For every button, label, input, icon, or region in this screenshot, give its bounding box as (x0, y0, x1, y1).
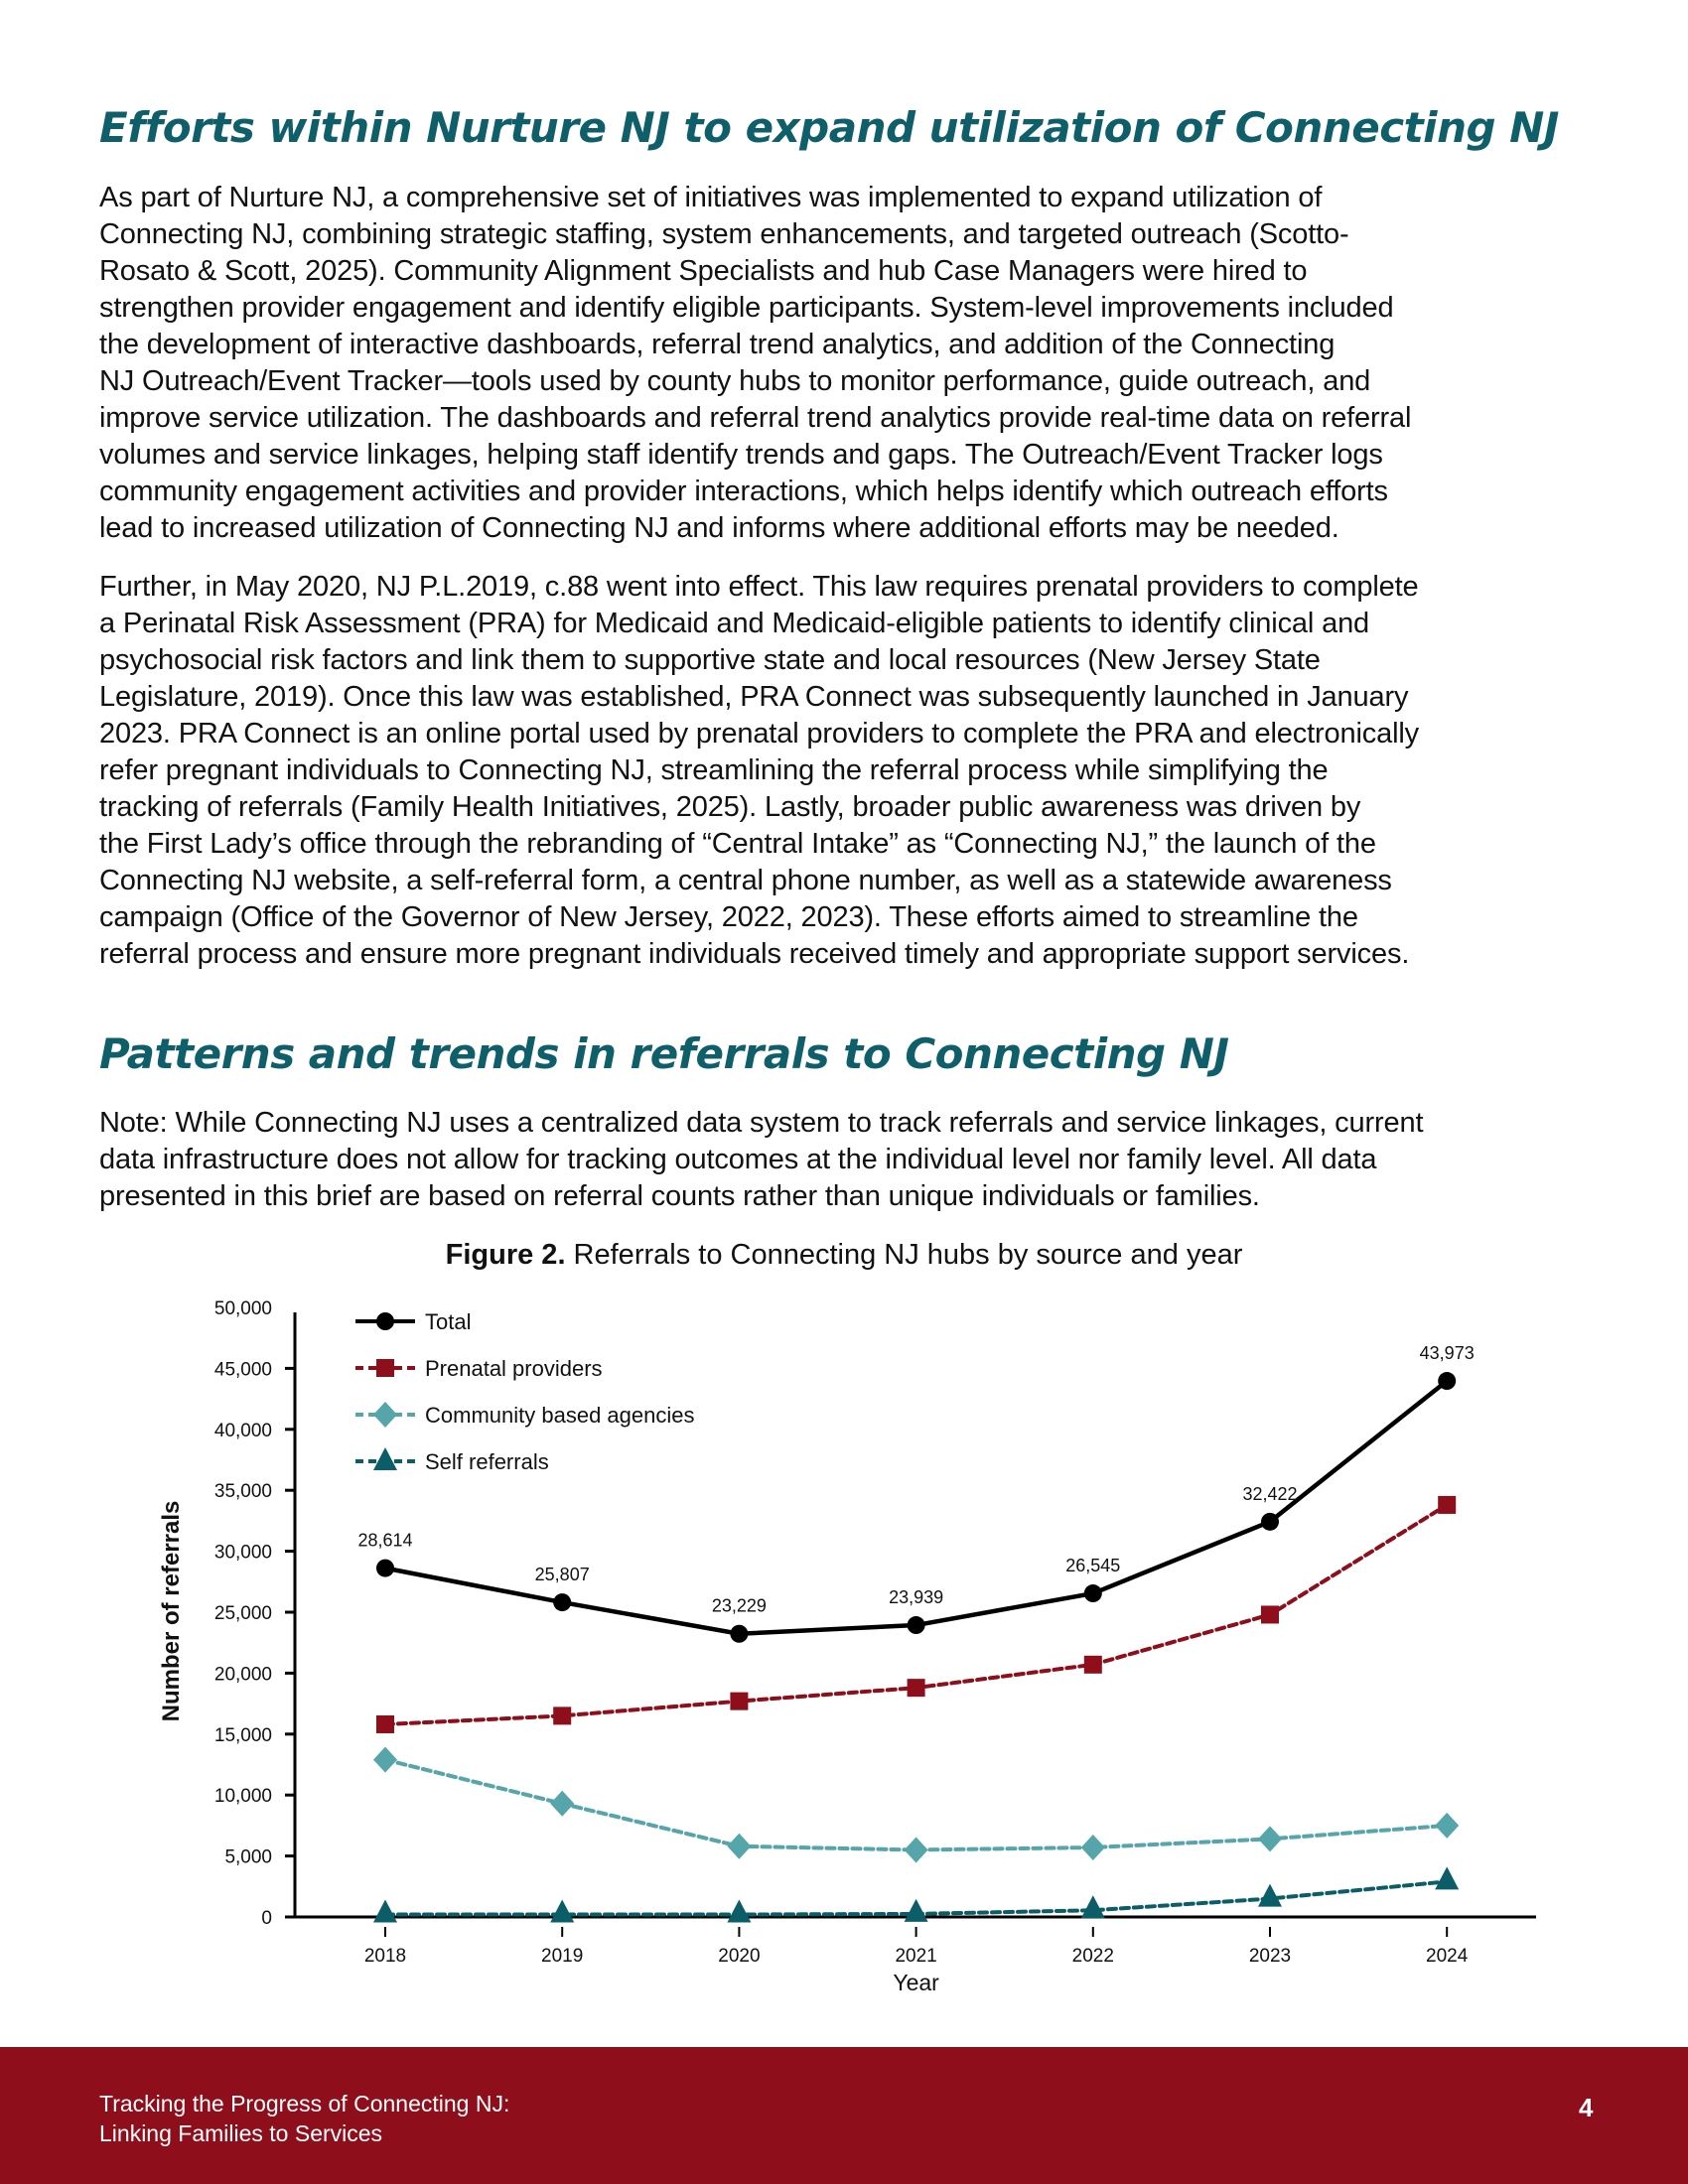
circle-marker (376, 1560, 394, 1577)
legend-item-self-referrals (355, 1447, 549, 1474)
legend-label: Community based agencies (425, 1403, 695, 1428)
series-self-referrals (373, 1866, 1459, 1922)
y-tick-label: 0 (261, 1908, 272, 1929)
text-line: referral process and ensure more pregnant individuals received timely and appropriate support services. (99, 938, 1410, 970)
section-heading-patterns: Patterns and trends in referrals to Connecting NJ (99, 1029, 1229, 1078)
triangle-icon (373, 1447, 397, 1470)
figure-label: Figure 2. (445, 1239, 566, 1271)
footer-title-line-2: Linking Families to Services (99, 2120, 383, 2146)
square-marker (730, 1693, 748, 1710)
triangle-marker (727, 1900, 751, 1923)
text-line: refer pregnant individuals to Connecting NJ, streamlining the referral process while simplifying the (99, 754, 1329, 786)
x-tick-label: 2018 (363, 1946, 407, 1967)
diamond-icon (373, 1402, 397, 1428)
x-tick-label: 2019 (541, 1946, 584, 1967)
diamond-marker (1258, 1826, 1282, 1851)
text-line: psychosocial risk factors and link them to supportive state and local resources (New Jersey State (99, 644, 1321, 676)
triangle-marker (1081, 1895, 1105, 1918)
circle-marker (908, 1616, 925, 1634)
y-tick-label: 5,000 (224, 1846, 272, 1868)
square-marker (553, 1706, 571, 1724)
data-label: 23,229 (711, 1595, 767, 1616)
square-marker (376, 1715, 394, 1733)
page-number: 4 (1579, 2093, 1594, 2122)
text-line: the First Lady’s office through the rebranding of “Central Intake” as “Connecting NJ,” the launch of the (99, 828, 1376, 860)
y-tick-label: 10,000 (213, 1786, 272, 1808)
diamond-marker (727, 1834, 751, 1859)
paragraph-nurture-nj-initiatives (99, 180, 1589, 547)
circle-marker (1438, 1372, 1456, 1390)
legend-item-prenatal-providers (355, 1356, 603, 1381)
text-line: Connecting NJ, combining strategic staffing, system enhancements, and targeted outreach (Scotto- (99, 218, 1349, 250)
figure-title (0, 1239, 1688, 1272)
data-label: 43,973 (1419, 1343, 1475, 1364)
text-line: Legislature, 2019). Once this law was established, PRA Connect was subsequently launched in January (99, 681, 1409, 713)
legend-item-total (355, 1309, 471, 1334)
diamond-marker (905, 1837, 928, 1862)
data-label: 32,422 (1242, 1483, 1298, 1504)
y-axis-title: Number of referrals (158, 1500, 185, 1722)
triangle-marker (1435, 1866, 1459, 1889)
square-marker (1438, 1496, 1456, 1514)
x-axis-title: Year (893, 1970, 939, 1995)
series-prenatal-providers (376, 1496, 1456, 1733)
series-line (385, 1760, 1447, 1850)
text-line: volumes and service linkages, helping staff identify trends and gaps. The Outreach/Event Tracker logs (99, 439, 1383, 471)
y-tick-label: 20,000 (213, 1664, 272, 1686)
circle-marker (553, 1593, 571, 1611)
square-icon (376, 1359, 394, 1377)
text-line: improve service utilization. The dashboards and referral trend analytics provide real-time data on referral (99, 402, 1412, 434)
legend-label: Self referrals (425, 1449, 549, 1474)
text-line: As part of Nurture NJ, a comprehensive set of initiatives was implemented to expand utilization of (99, 182, 1323, 213)
text-line: community engagement activities and provider interactions, which helps identify which outreach efforts (99, 476, 1388, 507)
y-tick-label: 35,000 (213, 1481, 272, 1503)
square-marker (1261, 1605, 1279, 1623)
y-tick-label: 40,000 (213, 1420, 272, 1441)
legend-label: Total (425, 1309, 472, 1334)
circle-icon (376, 1312, 394, 1330)
triangle-marker (1258, 1884, 1282, 1907)
x-tick-label: 2021 (895, 1946, 937, 1967)
text-line: Note: While Connecting NJ uses a centralized data system to track referrals and service linkages, current (99, 1107, 1424, 1139)
data-label: 23,939 (889, 1587, 944, 1608)
text-line: Rosato & Scott, 2025). Community Alignment Specialists and hub Case Managers were hired to (99, 255, 1308, 287)
circle-marker (1261, 1513, 1279, 1531)
y-tick-label: 50,000 (213, 1298, 272, 1319)
y-tick-label: 15,000 (213, 1724, 272, 1746)
text-line: the development of interactive dashboards, referral trend analytics, and addition of the Connecting (99, 329, 1336, 360)
legend-item-community-based-agencies (355, 1402, 694, 1428)
data-label: 25,807 (534, 1565, 590, 1585)
paragraph-pra-law (99, 569, 1589, 973)
legend-label: Prenatal providers (425, 1356, 603, 1381)
footer-title-line-1: Tracking the Progress of Connecting NJ: (99, 2091, 510, 2116)
triangle-marker (373, 1900, 397, 1923)
text-line: 2023. PRA Connect is an online portal used by prenatal providers to complete the PRA and electronically (99, 718, 1420, 750)
data-note (99, 1105, 1589, 1215)
footer-document-title (99, 2089, 509, 2148)
text-line: tracking of referrals (Family Health Initiatives, 2025). Lastly, broader public awareness was driven by (99, 791, 1361, 823)
x-tick-label: 2024 (1426, 1946, 1469, 1967)
text-line: strengthen provider engagement and identify eligible participants. System-level improvements included (99, 292, 1394, 324)
text-line: data infrastructure does not allow for tracking outcomes at the individual level nor family level. All data (99, 1144, 1377, 1175)
text-line: presented in this brief are based on referral counts rather than unique individuals or families. (99, 1180, 1260, 1212)
text-line: campaign (Office of the Governor of New Jersey, 2022, 2023). These efforts aimed to streamline the (99, 901, 1358, 933)
triangle-marker (550, 1900, 574, 1923)
x-tick-label: 2022 (1071, 1946, 1114, 1967)
diamond-marker (373, 1747, 397, 1773)
circle-marker (1084, 1584, 1102, 1602)
series-total (357, 1343, 1474, 1643)
text-line: Connecting NJ website, a self-referral form, a central phone number, as well as a statewide awareness (99, 865, 1392, 896)
x-tick-label: 2023 (1248, 1946, 1292, 1967)
data-label: 28,614 (357, 1530, 413, 1551)
page-footer (0, 2047, 1688, 2184)
circle-marker (730, 1625, 748, 1643)
triangle-marker (905, 1899, 928, 1922)
text-line: lead to increased utilization of Connecting NJ and informs where additional efforts may be needed. (99, 512, 1339, 544)
square-marker (908, 1679, 925, 1697)
referrals-line-chart (0, 1281, 1688, 2015)
data-label: 26,545 (1065, 1556, 1121, 1576)
diamond-marker (1435, 1813, 1459, 1839)
figure-caption: Referrals to Connecting NJ hubs by source and year (565, 1239, 1243, 1271)
chart-series (357, 1343, 1474, 1923)
text-line: a Perinatal Risk Assessment (PRA) for Medicaid and Medicaid-eligible patients to identify clinical and (99, 608, 1370, 639)
diamond-marker (550, 1791, 574, 1817)
y-tick-label: 25,000 (213, 1603, 272, 1624)
text-line: Further, in May 2020, NJ P.L.2019, c.88 went into effect. This law requires prenatal providers to complete (99, 571, 1419, 603)
y-tick-label: 45,000 (213, 1359, 272, 1381)
section-heading-efforts: Efforts within Nurture NJ to expand utilization of Connecting NJ (99, 103, 1559, 152)
text-line: NJ Outreach/Event Tracker—tools used by county hubs to monitor performance, guide outreach, and (99, 365, 1371, 397)
chart-legend (355, 1309, 694, 1474)
y-tick-label: 30,000 (213, 1542, 272, 1564)
diamond-marker (1081, 1835, 1105, 1860)
chart-axes (158, 1298, 1536, 1995)
series-community-based-agencies (373, 1747, 1459, 1863)
square-marker (1084, 1656, 1102, 1674)
x-tick-label: 2020 (718, 1946, 761, 1967)
